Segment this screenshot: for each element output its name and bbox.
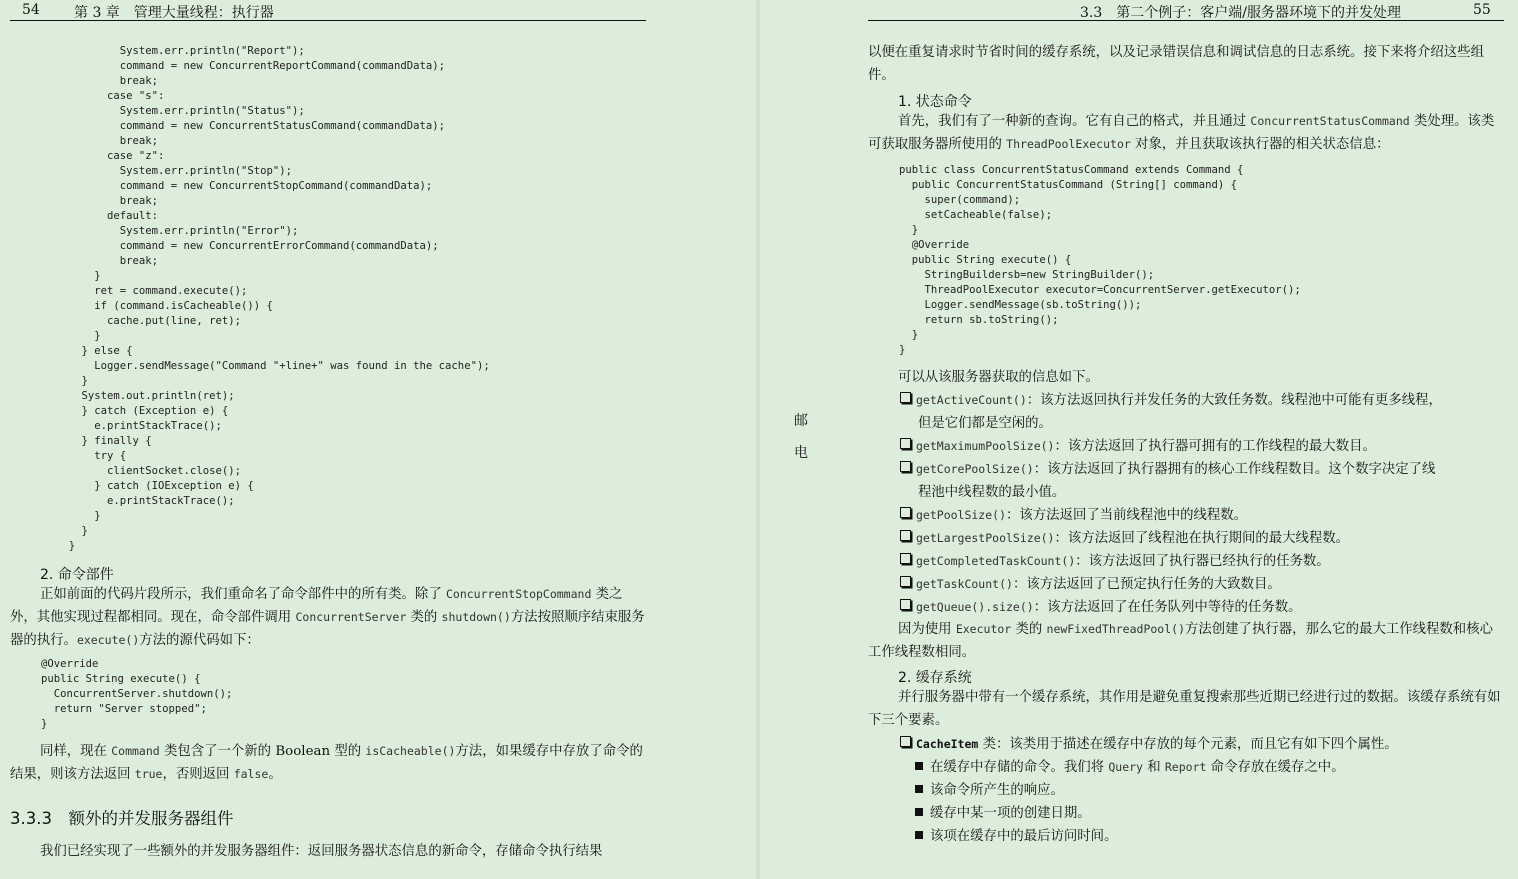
header-rule	[868, 20, 1504, 21]
text-run: 类处理。该类可获取服务器所使用的	[868, 114, 1495, 152]
subsection-heading: 1. 状态命令	[898, 94, 972, 110]
paragraph	[10, 740, 646, 786]
list-item: getTaskCount()：该方法返回了已预定执行任务的大致数目。	[900, 573, 1281, 596]
inline-code: Executor	[955, 622, 1012, 636]
inline-code: ConcurrentStopCommand	[445, 587, 592, 601]
text-run: 命令存放在缓存之中。	[1206, 760, 1345, 775]
paragraph	[868, 110, 1504, 156]
text-run: 该命令所产生的响应。	[930, 783, 1064, 798]
list-item: getLargestPoolSize()：该方法返回了线程池在执行期间的最大线程数。	[900, 527, 1349, 550]
sub-list-item	[915, 825, 1117, 848]
paragraph	[868, 618, 1504, 664]
checkbox-bullet-icon	[900, 599, 911, 610]
sub-list-item	[915, 756, 1345, 779]
inline-code: isCacheable()	[365, 744, 456, 758]
list-item: CacheItem 类：该类用于描述在缓存中存放的每个元素，而且它有如下四个属性。	[900, 733, 1398, 756]
checkbox-bullet-icon	[900, 507, 911, 518]
inline-code: true	[134, 767, 163, 781]
text-run: 方法的源代码如下：	[139, 633, 260, 648]
inline-code: shutdown()	[441, 610, 511, 624]
subsection-heading: 2. 命令部件	[40, 567, 114, 583]
section-header: 3.3 第二个例子：客户端/服务器环境下的并发处理	[1080, 5, 1401, 21]
text-run: 和	[1142, 760, 1165, 775]
checkbox-bullet-icon	[900, 461, 911, 472]
inline-code: ConcurrentServer	[295, 610, 407, 624]
list-item: getActiveCount()：该方法返回执行并发任务的大致任务数。线程池中可能有更多线程，	[900, 389, 1442, 412]
text-run: ，否则返回	[162, 767, 234, 782]
checkbox-bullet-icon	[900, 576, 911, 587]
text-run: 因为使用	[898, 622, 956, 637]
margin-stamp-char: 电	[794, 445, 808, 461]
paragraph: 我们已经实现了一些额外的并发服务器组件：返回服务器状态信息的新命令，存储命令执行结果	[40, 844, 603, 859]
paragraph: 以便在重复请求时节省时间的缓存系统，以及记录错误信息和调试信息的日志系统。接下来将介绍这些组件。	[868, 45, 1484, 83]
square-bullet-icon	[915, 831, 923, 839]
inline-code: false	[233, 767, 269, 781]
list-item: getQueue().size()：该方法返回了在任务队列中等待的任务数。	[900, 596, 1302, 619]
code-block: public class ConcurrentStatusCommand extends Command { public ConcurrentStatusCommand (String[] command) { super(command); setCacheable(false); } @Override public String execute() { StringBuildersb=new StringBuilder(); ThreadPoolExecutor executor=ConcurrentServer.getExecutor(); Logger.sendMessage(sb.toString()); return sb.toString(); } }	[899, 164, 1301, 356]
checkbox-bullet-icon	[900, 392, 911, 403]
paragraph	[10, 583, 646, 652]
text-run: 缓存中某一项的创建日期。	[930, 806, 1091, 821]
list-item: getPoolSize()：该方法返回了当前线程池中的线程数。	[900, 504, 1247, 527]
list-item-continuation: 程池中线程数的最小值。	[918, 485, 1066, 500]
checkbox-bullet-icon	[900, 530, 911, 541]
list-item: getCompletedTaskCount()：该方法返回了执行器已经执行的任务数。	[900, 550, 1330, 573]
sub-list-item	[915, 802, 1091, 825]
inline-code: execute()	[76, 633, 140, 647]
text-run: 对象，并且获取该执行器的相关状态信息：	[1130, 137, 1390, 152]
text-run: 方法创建了执行器，那么它的最大工作线程数和核心工作线程数相同。	[868, 622, 1493, 660]
right-page	[760, 0, 1518, 879]
list-item: getCorePoolSize()：该方法返回了执行器拥有的核心工作线程数目。这个数字决定了线	[900, 458, 1435, 481]
text-run: 正如前面的代码片段所示，我们重命名了命令部件中的所有类。除了	[40, 587, 446, 602]
paragraph: 可以从该服务器获取的信息如下。	[898, 370, 1099, 385]
checkbox-bullet-icon	[900, 553, 911, 564]
left-page	[0, 0, 756, 879]
text-run: 方法，如果缓存中存放了命令的结果，则该方法返回	[10, 744, 643, 782]
code-block: System.err.println("Report"); command = new ConcurrentReportCommand(commandData); break; case "s": System.err.println("Status"); command = new ConcurrentStatusCommand(commandData); break; case "z": System.err.println("Stop"); command = new ConcurrentStopCommand(commandData); break; default: System.err.println("Error"); command = new ConcurrentErrorCommand(commandData); break; } ret = command.execute(); if (command.isCacheable()) { cache.put(line, ret); } } else { Logger.sendMessage("Command "+line+" was found in the cache"); } System.out.println(ret); } catch (Exception e) { e.printStackTrace(); } finally { try { clientSocket.close(); } catch (IOException e) { e.printStackTrace(); } } }	[68, 45, 490, 552]
inline-code: Report	[1164, 760, 1207, 774]
code-block: @Override public String execute() { ConcurrentServer.shutdown(); return "Server stopped"; }	[41, 658, 233, 730]
subsection-heading: 2. 缓存系统	[898, 670, 972, 686]
text-run: 类之外，其他实现过程都相同。现在，命令部件调用	[10, 587, 623, 625]
text-run: 类包含了一个新的 Boolean 型的	[159, 744, 366, 759]
sub-list-item	[915, 779, 1064, 802]
square-bullet-icon	[915, 785, 923, 793]
inline-code: newFixedThreadPool()	[1046, 622, 1185, 636]
inline-code: ThreadPoolExecutor	[1006, 137, 1131, 151]
checkbox-bullet-icon	[900, 736, 911, 747]
section-heading: 3.3.3 额外的并发服务器组件	[10, 809, 234, 828]
list-item: getMaximumPoolSize()：该方法返回了执行器可拥有的工作线程的最大数目。	[900, 435, 1376, 458]
list-item-continuation: 但是它们都是空闲的。	[918, 416, 1052, 431]
paragraph: 并行服务器中带有一个缓存系统，其作用是避免重复搜索那些近期已经进行过的数据。该缓存系统有如下三个要素。	[868, 690, 1501, 728]
inline-code: ConcurrentStatusCommand	[1250, 114, 1410, 128]
chapter-header: 第 3 章 管理大量线程：执行器	[74, 5, 274, 21]
checkbox-bullet-icon	[900, 438, 911, 449]
square-bullet-icon	[915, 808, 923, 816]
text-run: 。	[268, 767, 282, 782]
header-rule	[10, 20, 646, 21]
page-number: 54	[22, 2, 40, 18]
text-run: 首先，我们有了一种新的查询。它有自己的格式，并且通过	[898, 114, 1251, 129]
inline-code: Command	[111, 744, 160, 758]
text-run: 该项在缓存中的最后访问时间。	[930, 829, 1118, 844]
text-run: 同样，现在	[40, 744, 112, 759]
text-run: 方法按照顺序结束服务器的执行。	[10, 610, 645, 648]
text-run: 类的	[1011, 622, 1047, 637]
square-bullet-icon	[915, 762, 923, 770]
inline-code: Query	[1108, 760, 1143, 774]
page-number: 55	[1473, 2, 1491, 18]
text-run: 类的	[406, 610, 442, 625]
margin-stamp-char: 邮	[794, 413, 808, 429]
text-run: 在缓存中存储的命令。我们将	[930, 760, 1109, 775]
